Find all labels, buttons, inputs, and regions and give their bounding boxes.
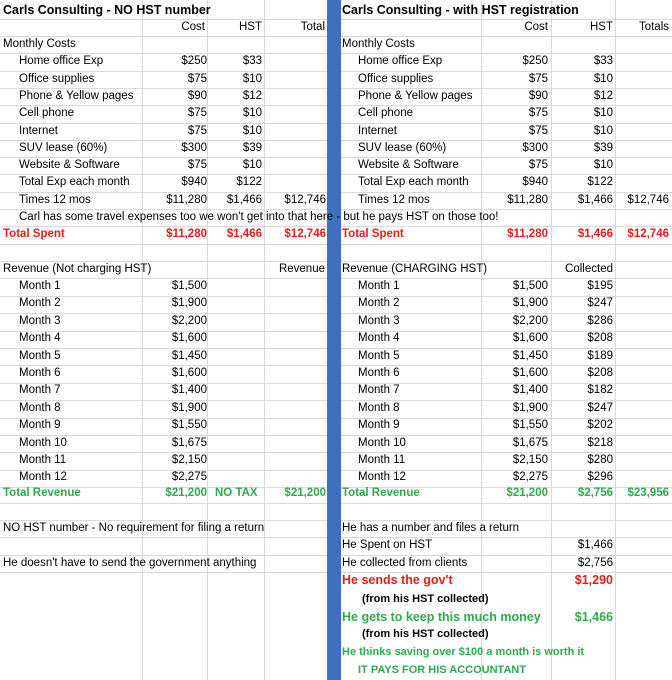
- total-revenue-label: Total Revenue: [3, 487, 81, 499]
- left-revenue-label[interactable]: Revenue (Not charging HST): [3, 263, 152, 275]
- times12-hst: $1,466: [226, 194, 262, 206]
- expense-name: Internet: [19, 125, 58, 137]
- month-collected: $218: [587, 437, 613, 449]
- month-revenue: $1,600: [512, 332, 548, 344]
- times12-total: $12,746: [284, 194, 326, 206]
- month-name: Month 2: [358, 297, 400, 309]
- expense-name: Internet: [358, 125, 397, 137]
- month-name: Month 12: [19, 471, 67, 483]
- month-revenue: $1,900: [171, 297, 207, 309]
- total-revenue-collected: $2,756: [577, 487, 613, 499]
- total-spent-cost: $11,280: [166, 228, 207, 240]
- expense-hst: $12: [593, 90, 613, 102]
- month-name: Month 7: [19, 384, 61, 396]
- spent-hst-value: $1,466: [577, 539, 613, 551]
- month-revenue: $1,400: [171, 384, 207, 396]
- month-name: Month 9: [358, 419, 400, 431]
- right-collected-col[interactable]: Collected: [565, 263, 613, 275]
- right-col-total[interactable]: Totals: [638, 21, 669, 33]
- expense-name: Total Exp each month: [19, 176, 130, 188]
- total-spent-cost: $11,280: [507, 228, 548, 240]
- month-revenue: $1,450: [171, 350, 207, 362]
- left-monthly-costs-label[interactable]: Monthly Costs: [3, 38, 76, 50]
- month-name: Month 8: [19, 402, 61, 414]
- month-name: Month 11: [358, 454, 406, 466]
- total-spent-label: Total Spent: [3, 228, 65, 240]
- expense-hst: $10: [593, 125, 613, 137]
- month-collected: $286: [587, 315, 613, 327]
- travel-note[interactable]: Carl has some travel expenses too we won't get into that here - but he pays HST on those too!: [19, 211, 499, 223]
- sends-gov-label: He sends the gov't: [342, 573, 453, 587]
- times12-total: $12,746: [627, 194, 669, 206]
- month-revenue: $1,600: [171, 332, 207, 344]
- month-revenue: $1,450: [512, 350, 548, 362]
- thinks-saving-note[interactable]: He thinks saving over $100 a month is worth it: [342, 646, 585, 658]
- month-revenue: $1,500: [171, 280, 207, 292]
- total-revenue-label: Total Revenue: [342, 487, 420, 499]
- month-name: Month 6: [358, 367, 400, 379]
- month-revenue: $2,150: [512, 454, 548, 466]
- month-collected: $182: [587, 384, 613, 396]
- expense-name: Home office Exp: [358, 55, 443, 67]
- month-collected: $189: [587, 350, 613, 362]
- right-monthly-costs-label[interactable]: Monthly Costs: [342, 38, 415, 50]
- month-name: Month 5: [19, 350, 61, 362]
- sends-gov-value: $1,290: [574, 573, 613, 587]
- spent-hst-label: He Spent on HST: [342, 539, 433, 551]
- expense-cost: $75: [528, 125, 548, 137]
- expense-name: Website & Software: [19, 159, 120, 171]
- no-tax-label: NO TAX: [215, 487, 258, 499]
- expense-cost: $250: [522, 55, 548, 67]
- month-collected: $195: [587, 280, 613, 292]
- expense-cost: $75: [187, 73, 207, 85]
- expense-cost: $300: [522, 142, 548, 154]
- month-revenue: $2,150: [171, 454, 207, 466]
- left-col-hst[interactable]: HST: [239, 21, 262, 33]
- column-separator: [327, 0, 341, 680]
- expense-hst: $10: [593, 159, 613, 171]
- total-revenue-total: $23,956: [627, 487, 669, 499]
- month-revenue: $1,400: [512, 384, 548, 396]
- times12-label: Times 12 mos: [19, 194, 91, 206]
- month-collected: $208: [587, 367, 613, 379]
- left-revenue-col[interactable]: Revenue: [278, 263, 325, 275]
- expense-name: Website & Software: [358, 159, 459, 171]
- expense-hst: $10: [242, 107, 262, 119]
- left-col-total[interactable]: Total: [300, 21, 325, 33]
- month-name: Month 1: [358, 280, 400, 292]
- month-name: Month 7: [358, 384, 400, 396]
- month-revenue: $1,675: [512, 437, 548, 449]
- month-revenue: $1,550: [171, 419, 207, 431]
- month-collected: $296: [587, 471, 613, 483]
- left-note-government[interactable]: He doesn't have to send the government anything: [3, 557, 257, 569]
- month-revenue: $1,600: [512, 367, 548, 379]
- expense-cost: $75: [528, 73, 548, 85]
- keeps-label: He gets to keep this much money: [342, 610, 541, 624]
- month-revenue: $1,600: [171, 367, 207, 379]
- month-revenue: $1,900: [512, 402, 548, 414]
- month-name: Month 10: [19, 437, 67, 449]
- total-revenue-value: $21,200: [506, 487, 548, 499]
- expense-hst: $33: [242, 55, 262, 67]
- times12-cost: $11,280: [507, 194, 548, 206]
- month-revenue: $2,275: [512, 471, 548, 483]
- expense-name: SUV lease (60%): [358, 142, 447, 154]
- expense-cost: $75: [187, 107, 207, 119]
- expense-hst: $12: [242, 90, 262, 102]
- month-name: Month 11: [19, 454, 67, 466]
- left-title[interactable]: Carls Consulting - NO HST number: [3, 3, 211, 17]
- total-spent-hst: $1,466: [226, 228, 262, 240]
- collected-value: $2,756: [577, 557, 613, 569]
- total-spent-hst: $1,466: [577, 228, 613, 240]
- right-note-files-return[interactable]: He has a number and files a return: [342, 522, 520, 534]
- month-name: Month 8: [358, 402, 400, 414]
- month-name: Month 9: [19, 419, 61, 431]
- expense-hst: $33: [593, 55, 613, 67]
- right-col-cost[interactable]: Cost: [524, 21, 548, 33]
- expense-cost: $75: [187, 159, 207, 171]
- month-collected: $280: [587, 454, 613, 466]
- month-name: Month 5: [358, 350, 400, 362]
- expense-cost: $75: [187, 125, 207, 137]
- month-name: Month 4: [19, 332, 61, 344]
- expense-name: SUV lease (60%): [19, 142, 108, 154]
- total-spent-total: $12,746: [627, 228, 669, 240]
- keeps-value: $1,466: [574, 610, 613, 624]
- month-revenue: $1,900: [512, 297, 548, 309]
- expense-hst: $10: [242, 159, 262, 171]
- expense-name: Phone & Yellow pages: [358, 90, 473, 102]
- collected-label: He collected from clients: [342, 557, 468, 569]
- from-hst-note-2[interactable]: (from his HST collected): [362, 628, 489, 640]
- month-collected: $247: [587, 297, 613, 309]
- month-revenue: $1,550: [512, 419, 548, 431]
- expense-cost: $75: [528, 107, 548, 119]
- right-title[interactable]: Carls Consulting - with HST registration: [342, 3, 579, 17]
- expense-name: Office supplies: [19, 73, 95, 85]
- expense-name: Home office Exp: [19, 55, 104, 67]
- expense-cost: $75: [528, 159, 548, 171]
- times12-label: Times 12 mos: [358, 194, 430, 206]
- expense-hst: $39: [242, 142, 262, 154]
- month-collected: $208: [587, 332, 613, 344]
- expense-cost: $940: [181, 176, 207, 188]
- left-note-filing[interactable]: NO HST number - No requirement for filing a return: [3, 522, 265, 534]
- left-col-cost[interactable]: Cost: [181, 21, 205, 33]
- month-revenue: $2,200: [512, 315, 548, 327]
- expense-name: Office supplies: [358, 73, 434, 85]
- expense-cost: $250: [181, 55, 207, 67]
- expense-hst: $10: [593, 107, 613, 119]
- expense-hst: $39: [593, 142, 613, 154]
- total-revenue-value: $21,200: [165, 487, 207, 499]
- expense-name: Total Exp each month: [358, 176, 469, 188]
- expense-hst: $10: [242, 73, 262, 85]
- month-revenue: $1,500: [512, 280, 548, 292]
- expense-cost: $90: [187, 90, 207, 102]
- expense-hst: $10: [593, 73, 613, 85]
- expense-hst: $10: [242, 125, 262, 137]
- expense-hst: $122: [587, 176, 613, 188]
- month-name: Month 3: [358, 315, 400, 327]
- right-col-hst[interactable]: HST: [590, 21, 613, 33]
- month-revenue: $1,900: [171, 402, 207, 414]
- month-revenue: $1,675: [171, 437, 207, 449]
- expense-cost: $90: [528, 90, 548, 102]
- times12-hst: $1,466: [577, 194, 613, 206]
- month-revenue: $2,275: [171, 471, 207, 483]
- month-name: Month 1: [19, 280, 61, 292]
- total-revenue-total: $21,200: [284, 487, 326, 499]
- month-name: Month 3: [19, 315, 61, 327]
- month-name: Month 10: [358, 437, 406, 449]
- expense-name: Phone & Yellow pages: [19, 90, 134, 102]
- from-hst-note-1[interactable]: (from his HST collected): [362, 593, 489, 605]
- expense-name: Cell phone: [358, 107, 413, 119]
- month-name: Month 4: [358, 332, 400, 344]
- expense-name: Cell phone: [19, 107, 74, 119]
- month-collected: $247: [587, 402, 613, 414]
- total-spent-total: $12,746: [284, 228, 326, 240]
- total-spent-label: Total Spent: [342, 228, 404, 240]
- month-name: Month 6: [19, 367, 61, 379]
- times12-cost: $11,280: [166, 194, 207, 206]
- month-collected: $202: [587, 419, 613, 431]
- month-name: Month 2: [19, 297, 61, 309]
- expense-cost: $940: [522, 176, 548, 188]
- expense-hst: $122: [236, 176, 262, 188]
- pays-accountant-note[interactable]: IT PAYS FOR HIS ACCOUNTANT: [358, 664, 527, 676]
- month-name: Month 12: [358, 471, 406, 483]
- grid-col-line: [615, 0, 616, 680]
- grid-col-line: [264, 0, 265, 680]
- month-revenue: $2,200: [171, 315, 207, 327]
- right-revenue-label[interactable]: Revenue (CHARGING HST): [342, 263, 488, 275]
- expense-cost: $300: [181, 142, 207, 154]
